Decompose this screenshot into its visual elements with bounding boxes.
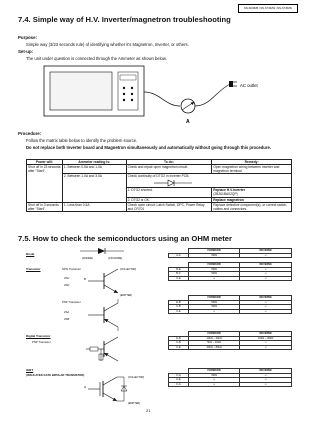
microwave-oven-icon	[44, 66, 144, 116]
table-cell: E-B	[169, 300, 189, 305]
table-row	[169, 253, 292, 258]
part-prefix-2sb: 2SB	[64, 317, 70, 321]
table-header: Remedy:	[212, 160, 292, 165]
cathode-label: (CATHODE)	[108, 257, 123, 260]
ac-outlet-label: AC outlet	[240, 83, 258, 88]
table-row	[27, 202, 292, 211]
table-cell-text: Check continuity of DTG2 in Inverter PCB.	[127, 174, 190, 179]
part-prefix-2sc: 2SC	[64, 276, 70, 280]
table-cell: 1. DTG2 shorted.	[126, 188, 212, 197]
ammeter-setup-diagram	[40, 62, 280, 126]
purpose-text: Simple way (3/23 seconds rule) of identifying whether it's Magnetron, Inverter, or others.	[26, 42, 189, 47]
ammeter-symbol: A	[186, 119, 190, 125]
table-cell: 5MΩ	[188, 253, 240, 258]
table-header: FORWARD	[188, 369, 240, 374]
table-cell: B-C	[169, 272, 189, 277]
table-cell: 5MΩ	[188, 373, 240, 378]
table-cell: 2. DTG2 is OK.	[126, 197, 212, 202]
digital-transistor-label: Digital Transistor	[26, 334, 51, 338]
table-cell: C-E	[169, 345, 189, 350]
igbt-full-name: (INSULATED GATE BIPOLAR TRANSISTOR)	[26, 373, 85, 377]
npn-transistor-label: NPN Transistor	[62, 267, 81, 271]
diode-label: Diode	[26, 252, 35, 256]
table-cell: C-B	[169, 341, 189, 346]
cable-line	[144, 92, 180, 106]
procedure-text: Follow the matrix table below to identify the problem source.	[26, 138, 138, 143]
table-cell: ∞	[240, 341, 292, 346]
igbt-label: IGBT	[26, 368, 34, 372]
table-cell: Check and repair open magnetron circuit.	[126, 165, 212, 174]
table-header: Ammeter reading is:	[62, 160, 126, 165]
anode-label: (ANODE)	[82, 257, 93, 260]
table-cell: 5MΩ	[188, 300, 240, 305]
setup-label: Set-up:	[18, 49, 34, 54]
table-cell: 1. Between 0.5A and 1.0A	[62, 165, 126, 174]
table-cell	[212, 188, 292, 197]
diode-ohm-table	[168, 248, 292, 258]
table-cell: ∞	[188, 382, 240, 387]
table-cell: B-E	[169, 267, 189, 272]
table-cell: C-E	[169, 276, 189, 281]
table-header: FORWARD	[188, 332, 240, 337]
table-row	[27, 174, 292, 188]
section-title-7-5: 7.5. How to check the semiconductors using an OHM meter	[18, 234, 232, 243]
diode-symbol-icon	[80, 246, 128, 260]
table-cell: 5kΩ ~ 10kΩ	[188, 341, 240, 346]
cable-line	[195, 84, 230, 106]
table-row	[169, 309, 292, 314]
table-header: REVERSE	[240, 369, 292, 374]
table-cell: 10kΩ ~ 30kΩ	[188, 336, 240, 341]
part-prefix-2sd: 2SD	[64, 283, 70, 287]
igbt-symbol-icon	[84, 372, 154, 406]
table-cell	[126, 174, 291, 188]
part-prefix-2sa: 2SA	[64, 310, 70, 314]
table-cell: 2. Between 1.0A and 3.0A	[62, 174, 126, 202]
emitter-label: (EMITTER)	[120, 294, 133, 297]
table-cell: Check open circuit: Latch Switch, DPC, Power Relay and CR701	[126, 202, 212, 211]
gate-label: G	[84, 385, 87, 389]
table-cell: ∞	[240, 253, 292, 258]
table-cell: ∞	[240, 345, 292, 350]
emitter-label: (EMITTER)	[128, 402, 141, 405]
digital-pnp-label: PNP Transistor	[32, 340, 51, 344]
table-cell: 40kΩ ~ 80kΩ	[188, 345, 240, 350]
table-cell: 5MΩ	[188, 305, 240, 310]
table-header: REVERSE	[240, 296, 292, 301]
table-cell: ∞	[240, 378, 292, 383]
pnp-ohm-table	[168, 295, 292, 314]
table-header: REVERSE	[240, 249, 292, 254]
table-row	[169, 276, 292, 281]
table-cell: Replace magnetron	[212, 197, 292, 202]
table-cell: C-G	[169, 382, 189, 387]
table-cell: ∞	[240, 267, 292, 272]
table-cell: Open magnetron wiring between Inverter and magnetron terminal.	[212, 165, 292, 174]
model-code-header: NN-SD382B / NN-ST462W / NN-ST452W	[238, 4, 298, 13]
purpose-label: Purpose:	[18, 35, 38, 40]
digital-ohm-table	[168, 331, 292, 350]
table-cell: C-E	[169, 378, 189, 383]
diode-dtg2-icon	[154, 179, 194, 187]
ammeter-icon	[181, 99, 195, 113]
table-header: To do:	[126, 160, 212, 165]
table-cell: C-E	[169, 309, 189, 314]
base-label: B	[84, 277, 86, 281]
plug-icon	[229, 81, 237, 87]
troubleshooting-matrix	[26, 159, 292, 212]
table-header: FORWARD	[188, 263, 240, 268]
table-cell: 5MΩ	[188, 272, 240, 277]
table-cell: ∞	[240, 309, 292, 314]
collector-label: (COLLECTOR)	[120, 268, 137, 271]
table-cell: A-K	[169, 253, 189, 258]
npn-transistor-symbol-icon	[84, 264, 148, 298]
npn-ohm-table	[168, 262, 292, 281]
procedure-label: Procedure:	[18, 131, 42, 136]
table-header: REVERSE	[240, 263, 292, 268]
table-cell: Shut off in 3 seconds after "Start".	[27, 202, 63, 211]
table-cell: ∞	[240, 272, 292, 277]
table-cell: ∞	[240, 276, 292, 281]
transistor-label: Transistor	[26, 267, 41, 271]
table-header: Power will:	[27, 160, 63, 165]
table-cell: E-B	[169, 336, 189, 341]
table-cell: ∞	[240, 382, 292, 387]
collector-label: (COLLECTOR)	[128, 376, 145, 379]
setup-text: The unit under question is connected through the Ammeter as shown below.	[26, 56, 167, 61]
table-cell: ∞	[240, 305, 292, 310]
pnp-transistor-label: PNP Transistor	[62, 300, 81, 304]
table-row	[169, 382, 292, 387]
table-cell: ∞	[188, 378, 240, 383]
igbt-ohm-table	[168, 368, 292, 387]
table-header: REVERSE	[240, 332, 292, 337]
pnp-transistor-symbol-icon	[84, 298, 148, 332]
table-cell: ∞	[188, 276, 240, 281]
table-cell: C-B	[169, 305, 189, 310]
table-cell: Replace defective component(s), or correct switch, cables and connectors.	[212, 202, 292, 211]
table-cell: ∞	[240, 300, 292, 305]
table-cell: ∞	[188, 309, 240, 314]
table-header: FORWARD	[188, 296, 240, 301]
table-cell: C-G	[169, 373, 189, 378]
table-row	[169, 345, 292, 350]
table-cell: Shut off in 23 seconds after "Start".	[27, 165, 63, 203]
table-row	[27, 165, 292, 174]
page-number: 21	[146, 408, 151, 413]
section-title-7-4: 7.4. Simple way of H.V. Inverter/magnetron troubleshooting	[18, 15, 231, 24]
table-cell-text: (2B261BA02QP)	[213, 192, 238, 197]
digital-transistor-symbol-icon	[84, 332, 148, 366]
table-header: FORWARD	[188, 249, 240, 254]
table-cell: 10kΩ ~ 30kΩ	[240, 336, 292, 341]
table-cell: ∞	[240, 373, 292, 378]
table-cell-text: Replace H.V.Inverter	[213, 188, 245, 193]
table-cell: 1. Less than 0.5A	[62, 202, 126, 211]
warning-note: Do not replace both Inverter board and Magnetron simultaneously and automatically without going through this procedure.	[26, 145, 271, 150]
table-cell: 5MΩ	[188, 267, 240, 272]
